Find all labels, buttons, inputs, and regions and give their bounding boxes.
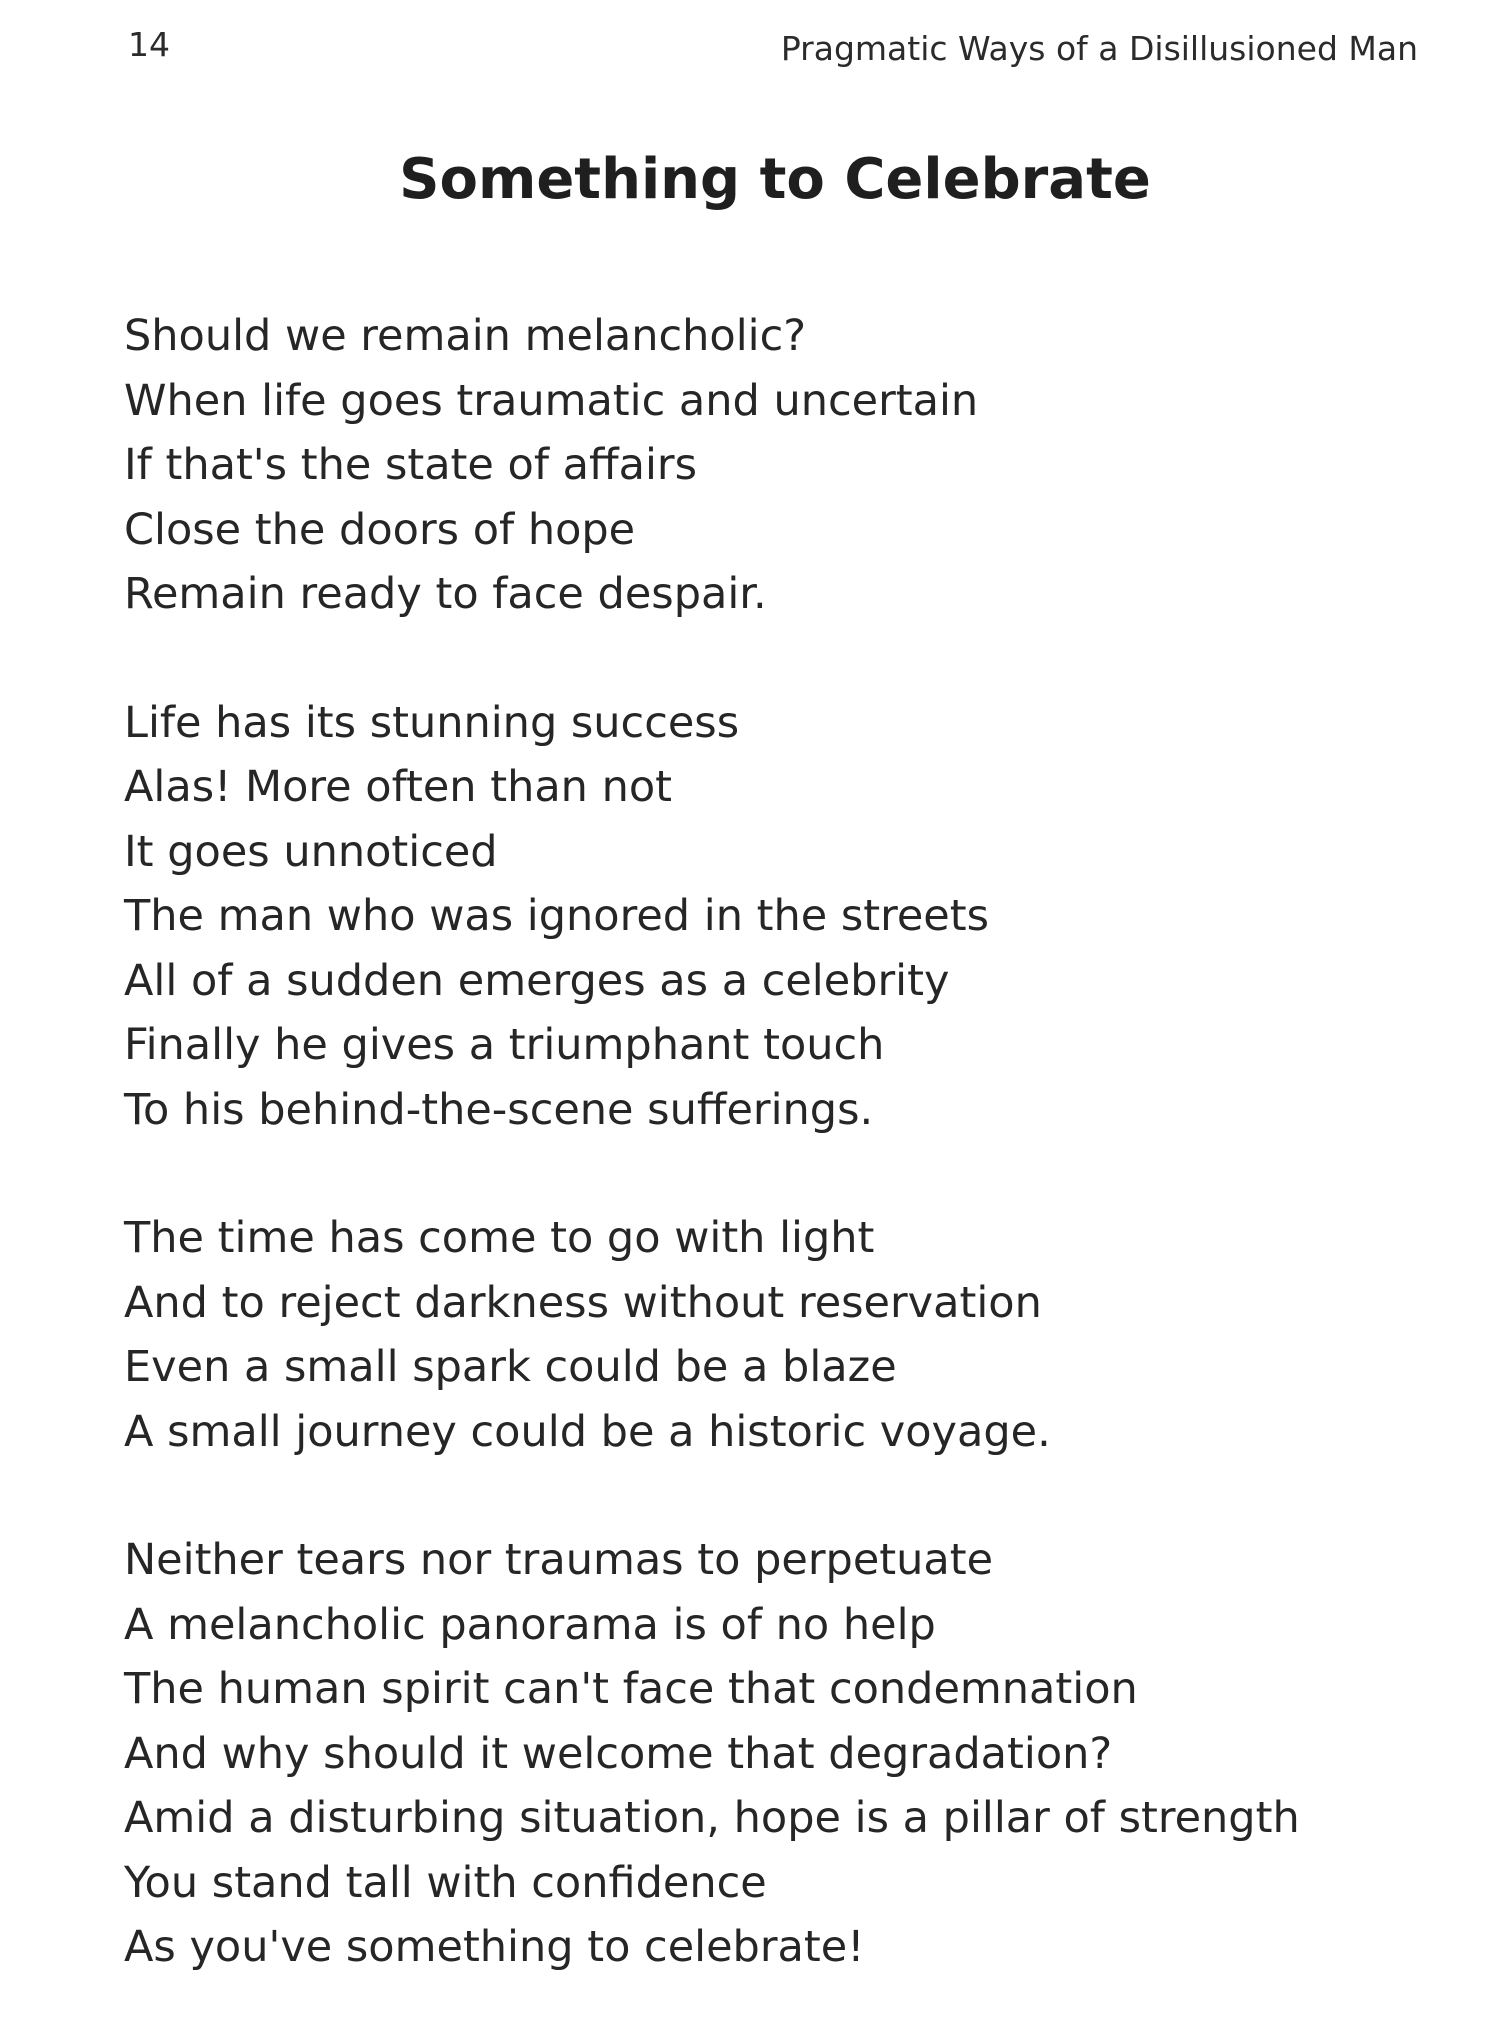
poem-line: And why should it welcome that degradation? xyxy=(124,1728,1113,1779)
poem-line: As you've something to celebrate! xyxy=(124,1922,865,1972)
poem-line: And to reject darkness without reservation xyxy=(124,1277,1042,1328)
poem-line: A small journey could be a historic voyage. xyxy=(124,1406,1051,1457)
poem-title: Something to Celebrate xyxy=(399,147,1151,212)
stanza-3 xyxy=(124,1206,1424,1464)
poem-line: Even a small spark could be a blaze xyxy=(124,1342,897,1392)
poem-line: Alas! More often than not xyxy=(124,762,673,812)
poem-line: A melancholic panorama is of no help xyxy=(124,1599,936,1650)
poem-line: Life has its stunning success xyxy=(124,697,740,748)
poem-line: Neither tears nor traumas to perpetuate xyxy=(124,1535,994,1585)
poem-line: The human spirit can't face that condemnation xyxy=(124,1664,1138,1714)
poem-line: It goes unnoticed xyxy=(124,826,498,877)
poem-body xyxy=(124,304,1424,2044)
poem-line: All of a sudden emerges as a celebrity xyxy=(124,955,950,1006)
poem-line: Finally he gives a triumphant touch xyxy=(124,1020,885,1070)
poem-line: When life goes traumatic and uncertain xyxy=(124,375,979,426)
poem-line: Amid a disturbing situation, hope is a pillar of strength xyxy=(124,1793,1300,1843)
poem-line: Close the doors of hope xyxy=(124,504,636,555)
poem-line: Should we remain melancholic? xyxy=(124,311,807,361)
stanza-4 xyxy=(124,1528,1424,1980)
running-header-book-title: Pragmatic Ways of a Disillusioned Man xyxy=(780,29,1418,68)
stanza-1 xyxy=(124,304,1424,627)
poem-line: To his behind-the-scene sufferings. xyxy=(124,1084,874,1135)
poem-line: The time has come to go with light xyxy=(124,1213,875,1263)
poem-line: You stand tall with confidence xyxy=(124,1857,767,1908)
page-number: 14 xyxy=(128,25,170,64)
poem-line: If that's the state of affairs xyxy=(124,440,698,490)
stanza-2 xyxy=(124,691,1424,1143)
poem-line: Remain ready to face despair. xyxy=(124,569,767,619)
poem-line: The man who was ignored in the streets xyxy=(124,891,990,941)
